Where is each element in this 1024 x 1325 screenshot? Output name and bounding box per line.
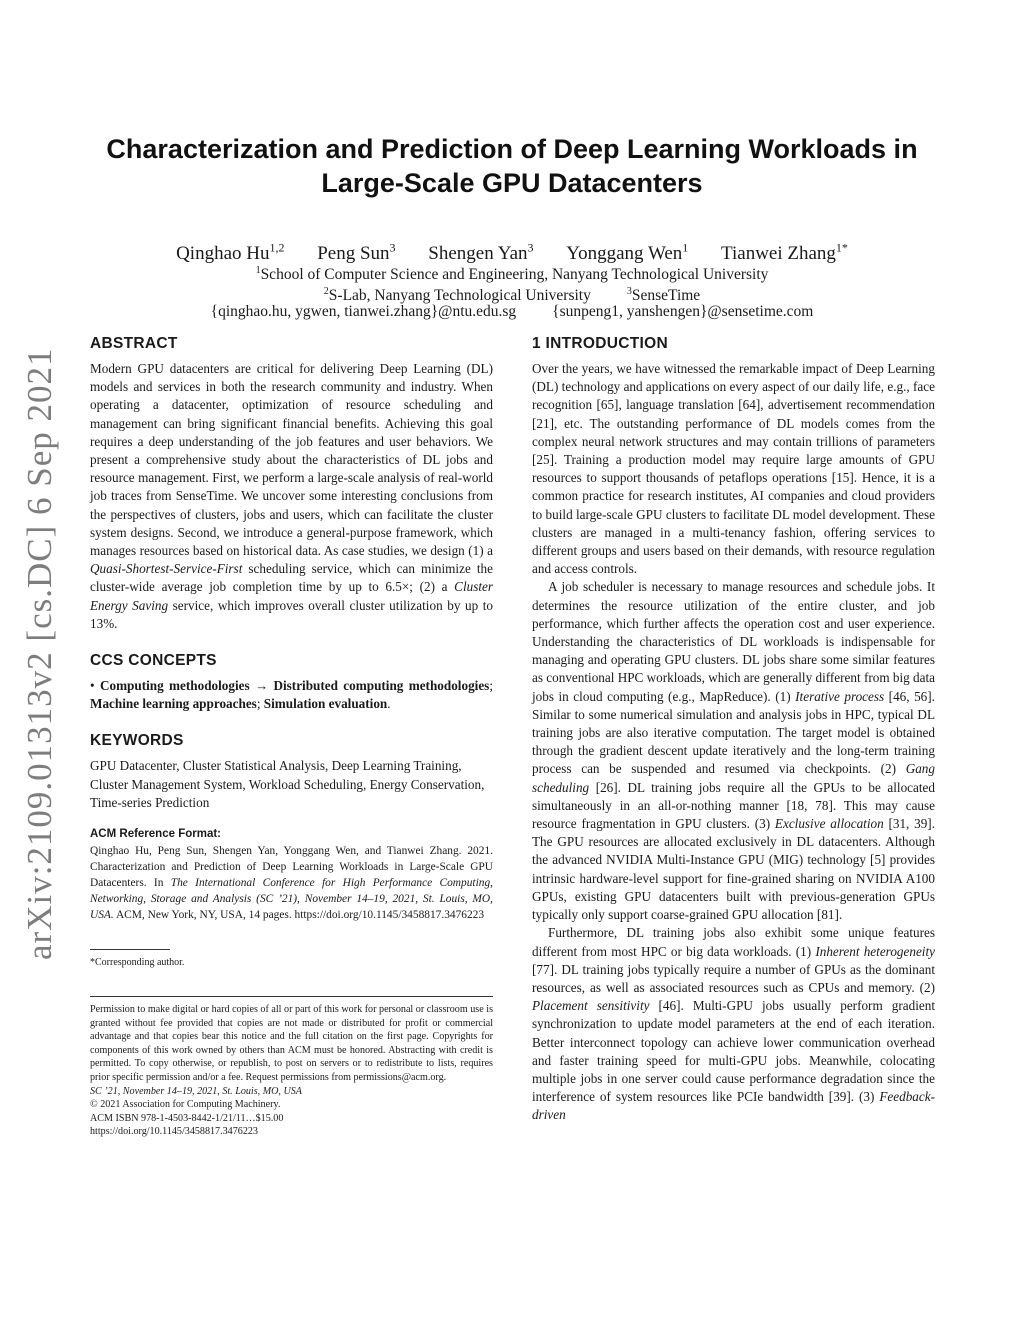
abstract-heading: ABSTRACT bbox=[90, 335, 178, 352]
right-column bbox=[532, 334, 935, 1125]
permission-notice: Permission to make digital or hard copies of all or part of this work for personal or classroom use is granted without fee provided that copies are not made or distributed for profit or commercial advantage and that copies bear this notice and the full citation on the first page. Copyrights for components of this work owned by others than ACM must be honored. Abstracting with credit is permitted. To copy otherwise, or republish, to post on servers or to redistribute to lists, requires prior specific permission and/or a fee. Request permissions from permissions@acm.org. bbox=[90, 1004, 493, 1084]
paper-title bbox=[60, 132, 964, 200]
title-line-2: Large-Scale GPU Datacenters bbox=[321, 168, 703, 198]
author: Qinghao Hu$^{1,2}$ bbox=[176, 241, 285, 265]
ccs-section bbox=[90, 651, 493, 713]
abstract-section bbox=[90, 334, 493, 633]
arxiv-stamp: arXiv:2109.01313v2 [cs.DC] 6 Sep 2021 bbox=[20, 347, 59, 960]
author: Tianwei Zhang$^{1*}$ bbox=[721, 241, 848, 265]
author-emails bbox=[60, 302, 964, 322]
intro-paragraph-3: Furthermore, DL training jobs also exhibit some unique features different from most HPC or big data workloads. (1) Inherent heterogeneity [77]. DL training jobs typically require a number of GPUs as the dominant resources, as well as associated resources such as CPUs and memory. (2) Placement sensitivity [46]. Multi-GPU jobs usually perform gradient synchronization to update model parameters at the end of each iteration. Better interconnect topology can achieve lower communication overhead and faster training speed for multi-GPU jobs. Meanwhile, colocating multiple jobs in one server could cause performance degradation since the interference of system resources like PCIe bandwidth [39]. (3) Feedback-driven bbox=[532, 925, 935, 1123]
left-column bbox=[90, 334, 493, 1139]
author: Peng Sun$^3$ bbox=[317, 241, 396, 265]
acm-reference bbox=[90, 828, 493, 923]
conference-line: SC ’21, November 14–19, 2021, St. Louis, MO, USA bbox=[90, 1085, 302, 1097]
footnote-rule bbox=[90, 949, 170, 950]
affiliation-2-3: $^2$S-Lab, Nanyang Technological University $^3$SenseTime bbox=[323, 286, 701, 305]
acm-ref-heading: ACM Reference Format: bbox=[90, 828, 221, 841]
copyright-line: © 2021 Association for Computing Machinery. bbox=[90, 1099, 281, 1111]
abstract-text: Modern GPU datacenters are critical for delivering Deep Learning (DL) models and services in both the research community and industry. When operating a datacenter, optimization of resource scheduling and management can bring significant financial benefits. Achieving this goal requires a deep understanding of the job features and user behaviors. We present a comprehensive study about the characteristics of DL jobs and resource management. First, we perform a large-scale analysis of real-world job traces from SenseTime. We uncover some interesting conclusions from the perspectives of clusters, jobs and users, which can facilitate the cluster system designs. Second, we introduce a general-purpose framework, which manages resources based on historical data. As case studies, we design (1) a Quasi-Shortest-Service-First scheduling service, which can minimize the cluster-wide average job completion time by up to 6.5×; (2) a Cluster Energy Saving service, which improves overall cluster utilization by up to 13%. bbox=[90, 361, 493, 631]
permission-rule bbox=[90, 996, 493, 997]
author: Shengen Yan$^3$ bbox=[428, 241, 534, 265]
acm-ref-text: Qinghao Hu, Peng Sun, Shengen Yan, Yonggang Wen, and Tianwei Zhang. 2021. Characterization and Prediction of Deep Learning Workloads in Large-Scale GPU Datacenters. In The International Conference for High Performance Computing, Networking, Storage and Analysis (SC ’21), November 14–19, 2021, St. Louis, MO, USA. ACM, New York, NY, USA, 14 pages. https://doi.org/10.1145/3458817.3476223 bbox=[90, 845, 493, 922]
title-line-1: Characterization and Prediction of Deep Learning Workloads in bbox=[106, 134, 918, 164]
intro-paragraph-2: A job scheduler is necessary to manage resources and schedule jobs. It determines the resource utilization of the entire cluster, and job performance, which further affects the operation cost and user experience. Understanding the characteristics of DL workloads is indispensable for managing and operating GPU clusters. DL jobs share some similar features as conventional HPC workloads, which are generally different from big data jobs in cloud computing (e.g., MapReduce). (1) Iterative process [46, 56]. Similar to some numerical simulation and analysis jobs in HPC, typical DL training jobs are also iterative computation. The target model is obtained through the gradient descent update iteratively and the long-term training process can be suspended and resumed via checkpoints. (2) Gang scheduling [26]. DL training jobs require all the GPUs to be allocated simultaneously in an all-or-nothing manner [18, 78]. This may cause resource fragmentation in GPU clusters. (3) Exclusive allocation [31, 39]. The GPU resources are allocated exclusively in DL datacenters. Although the advanced NVIDIA Multi-Instance GPU (MIG) technology [5] provides intrinsic hardware-level support for fine-grained sharing on NVIDIA A100 GPUs, existing GPU datacenters built with previous-generation GPUs typically only support coarse-grained GPU allocation [81]. bbox=[532, 579, 935, 923]
intro-paragraph-1: Over the years, we have witnessed the remarkable impact of Deep Learning (DL) technology and applications on every aspect of our daily life, e.g., face recognition [65], language translation [64], advertisement recommendation [21], etc. The outstanding performance of DL models comes from the complex neural network structures and may contain trillions of parameters [25]. Training a production model may require large amounts of GPU resources to support thousands of petaflops operations [15]. Hence, it is a common practice for research institutes, AI companies and cloud providers to build large-scale GPU clusters to facilitate DL model development. These clusters are managed in a multi-tenancy fashion, offering services to different groups and users based on their demands, with resource regulation and access controls. bbox=[532, 361, 935, 577]
keywords-text: GPU Datacenter, Cluster Statistical Analysis, Deep Learning Training, Cluster Management System, Workload Scheduling, Energy Conservation, Time-series Prediction bbox=[90, 758, 485, 810]
email-ntu: {qinghao.hu, ygwen, tianwei.zhang}@ntu.edu.sg bbox=[210, 303, 517, 320]
doi-link[interactable]: https://doi.org/10.1145/3458817.3476223 bbox=[90, 1126, 258, 1138]
ccs-heading: CCS CONCEPTS bbox=[90, 652, 217, 670]
keywords-heading: KEYWORDS bbox=[90, 732, 184, 750]
affiliation-1: $^1$School of Computer Science and Engineering, Nanyang Technological University bbox=[255, 265, 769, 284]
keywords-section bbox=[90, 731, 493, 812]
footnote: *Corresponding author. bbox=[90, 957, 185, 969]
intro-heading: 1 INTRODUCTION bbox=[532, 335, 668, 352]
isbn-line: ACM ISBN 978-1-4503-8442-1/21/11…$15.00 bbox=[90, 1112, 284, 1124]
author: Yonggang Wen$^1$ bbox=[566, 241, 689, 265]
email-sensetime: {sunpeng1, yanshengen}@sensetime.com bbox=[552, 303, 814, 320]
ccs-concepts: • Computing methodologies → Distributed computing methodologies; Machine learning approaches; Simulation evaluation. bbox=[90, 678, 493, 712]
